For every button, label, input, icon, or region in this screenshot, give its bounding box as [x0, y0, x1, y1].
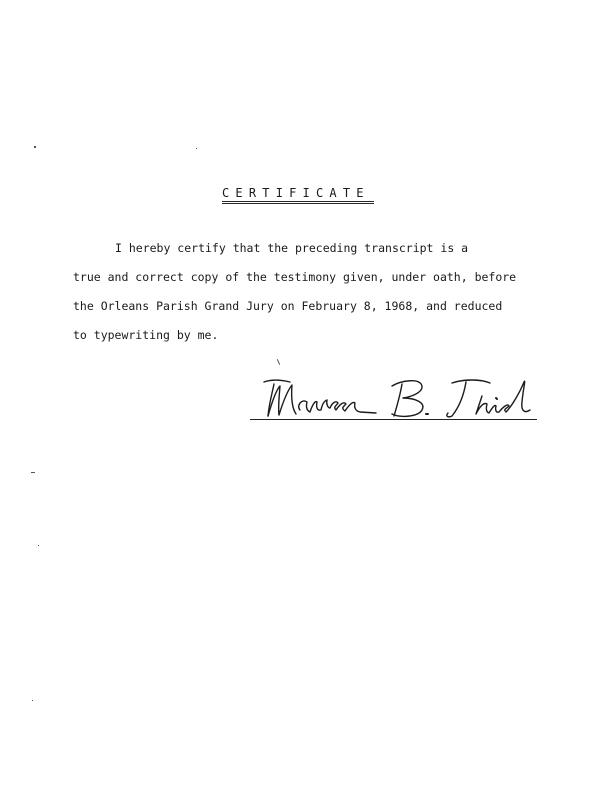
heading-underline [222, 201, 374, 202]
paragraph-line: the Orleans Parish Grand Jury on February 8, 1968, and reduced [73, 299, 503, 313]
certificate-heading: CERTIFICATE [222, 186, 370, 200]
heading-underline-double [222, 203, 374, 204]
signature-line [250, 419, 537, 420]
paragraph-line: to typewriting by me. [73, 328, 219, 342]
scan-speck [38, 545, 39, 546]
scan-speck [34, 146, 36, 148]
scan-speck [32, 700, 33, 701]
scan-speck [277, 359, 280, 365]
paragraph-line: I hereby certify that the preceding transcript is a [115, 241, 469, 255]
certification-paragraph [73, 234, 573, 350]
scan-speck [31, 472, 35, 473]
paragraph-line: true and correct copy of the testimony given, under oath, before [73, 270, 517, 284]
scan-speck [196, 148, 197, 149]
handwritten-signature [260, 370, 560, 425]
